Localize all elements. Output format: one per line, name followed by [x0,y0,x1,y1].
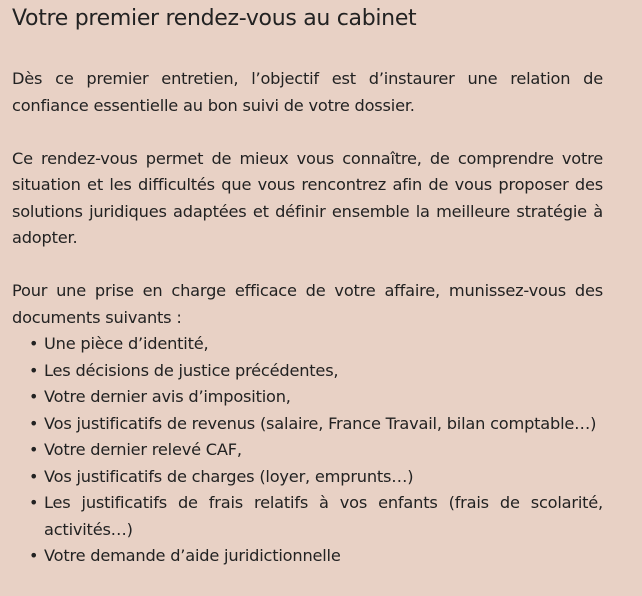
documents-intro-paragraph: Pour une prise en charge efficace de votre affaire, munissez-vous des documents suivants : [12,281,603,327]
list-item: • Les justificatifs de frais relatifs à vos enfants (frais de scolarité, activités…) [44,490,603,543]
list-item: • Vos justificatifs de revenus (salaire, France Travail, bilan comptable…) [44,411,603,438]
bullet-icon: • [29,360,39,380]
bullet-icon: • [29,546,39,565]
bullet-icon: • [29,387,39,406]
list-item: • Vos justificatifs de charges (loyer, emprunts…) [44,464,603,491]
bullet-icon: • [29,413,39,433]
content-section [12,0,603,570]
bullet-icon: • [29,466,39,486]
list-item: • Votre demande d’aide juridictionnelle [44,543,603,570]
list-item: • Une pièce d’identité, [44,331,603,358]
list-item: • Les décisions de justice précédentes, [44,358,603,385]
intro-paragraph: Dès ce premier entretien, l’objectif est d’instaurer une relation de confiance essentielle au bon suivi de votre dossier. [12,69,603,115]
section-heading: Votre premier rendez-vous au cabinet [12,6,417,31]
list-item: • Votre dernier relevé CAF, [44,437,603,464]
bullet-icon: • [29,493,39,512]
purpose-paragraph: Ce rendez-vous permet de mieux vous connaître, de comprendre votre situation et les difficultés que vous rencontrez afin de vous proposer des solutions juridiques adaptées et définir ensemble la meilleure stratégie à adopter. [12,148,603,247]
list-item: • Votre dernier avis d’imposition, [44,384,603,411]
bullet-icon: • [29,440,39,459]
bullet-icon: • [29,334,39,353]
documents-list [12,331,603,570]
